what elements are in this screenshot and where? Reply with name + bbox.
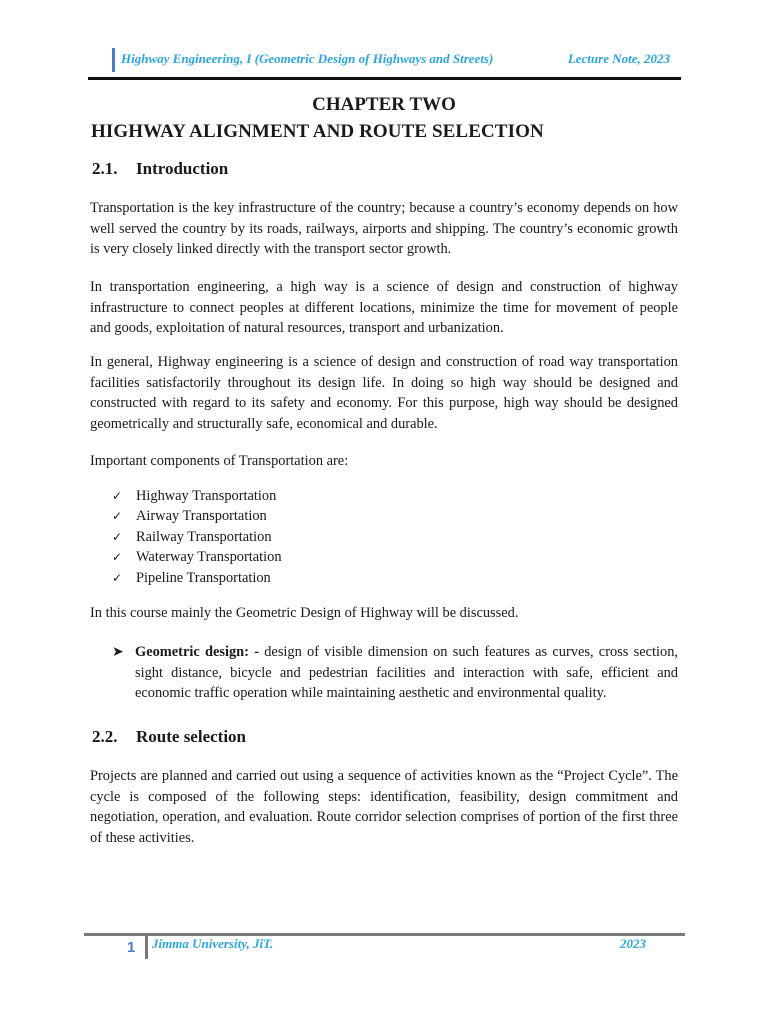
definition-geometric-design: [112, 642, 678, 704]
paragraph-course-focus: In this course mainly the Geometric Design of Highway will be discussed.: [90, 605, 519, 621]
paragraph: Important components of Transportation are:: [90, 453, 349, 469]
section-title: Introduction: [136, 159, 229, 178]
chapter-number: CHAPTER TWO: [312, 94, 456, 115]
footer-separator: [145, 933, 148, 959]
paragraph: In transportation engineering, a high way is a science of design and construction of highway infrastructure to connect peoples at different locations, minimize the time for movement of people and goods, exploitation of natural resources, transport and urbanization.: [90, 279, 678, 336]
paragraph: Projects are planned and carried out using a sequence of activities known as the “Project Cycle”. The cycle is composed of the following steps: identification, feasibility, design commitment and negotiation, operation, and evaluation. Route corridor selection comprises of portion of the first three of these activities.: [90, 768, 678, 846]
paragraph: In general, Highway engineering is a science of design and construction of road way transportation facilities satisfactorily throughout its design life. In doing so high way should be designed and constructed with regard to its safety and economy. For this purpose, high way should be designed geometrically and structurally safe, economical and durable.: [90, 354, 678, 432]
header-course-title: Highway Engineering, I (Geometric Design of Highways and Streets): [121, 51, 494, 66]
page-header: [112, 46, 682, 72]
list-item: ✓ Railway Transportation: [112, 527, 282, 547]
list-item: ✓ Waterway Transportation: [112, 547, 282, 567]
check-icon: ✓: [112, 570, 123, 585]
footer-institution: Jimma University, JiT.: [152, 936, 274, 951]
list-item: ✓ Pipeline Transportation: [112, 568, 282, 588]
paragraph: Transportation is the key infrastructure of the country; because a country’s economy depends on how well served the country by its roads, railways, airports and shipping. The country’s economic growth is very closely linked directly with the transport sector growth.: [90, 200, 678, 257]
section-heading-introduction: [92, 159, 228, 179]
transportation-components-list: [112, 486, 282, 588]
check-icon: ✓: [112, 489, 123, 503]
header-divider: [88, 77, 681, 80]
definition-text: design of visible dimension on such features as curves, cross section, sight distance, bicycle and pedestrian facilities and interaction with safe, efficient and economic traffic operation while maintaining aesthetic and environmental quality.: [135, 644, 678, 701]
footer-year: 2023: [620, 936, 646, 951]
chapter-title: HIGHWAY ALIGNMENT AND ROUTE SELECTION: [91, 121, 544, 142]
section-heading-route-selection: [92, 727, 246, 747]
check-icon: ✓: [112, 509, 123, 524]
section-number: 2.2.: [92, 727, 118, 746]
header-accent-bar: [112, 48, 115, 72]
definition-term: Geometric design: -: [135, 644, 259, 660]
check-icon: ✓: [112, 529, 123, 544]
check-icon: ✓: [112, 550, 123, 565]
page-number: 1: [127, 939, 136, 956]
arrow-bullet-icon: ➤: [112, 644, 124, 660]
section-number: 2.1.: [92, 159, 118, 178]
list-item: ✓ Highway Transportation: [112, 486, 282, 506]
list-item: ✓ Airway Transportation: [112, 506, 282, 526]
header-note-label: Lecture Note, 2023: [567, 51, 670, 66]
section-title: Route selection: [136, 727, 247, 746]
